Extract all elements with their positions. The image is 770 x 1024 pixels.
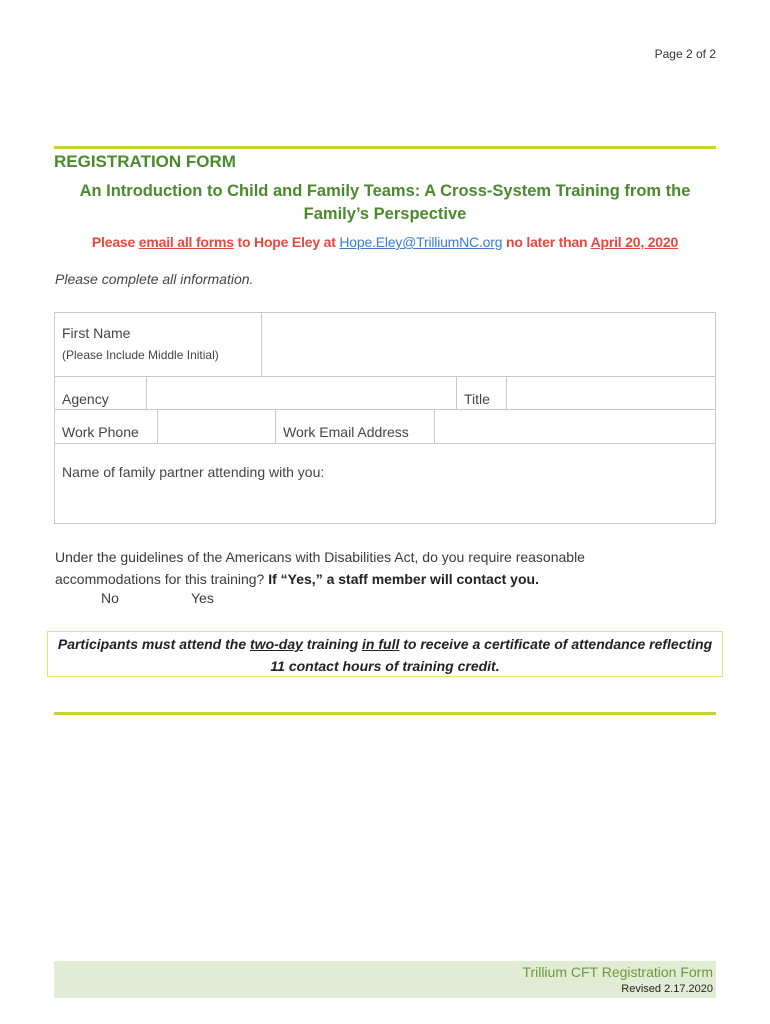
work-email-label-cell (276, 410, 435, 444)
complete-all-note: Please complete all information. (55, 271, 254, 287)
agency-field[interactable] (147, 377, 457, 410)
attendance-callout (47, 631, 723, 677)
agency-label: Agency (62, 391, 109, 407)
work-phone-field[interactable] (158, 410, 276, 444)
course-title-line2: Family’s Perspective (303, 205, 467, 223)
to-hope-text: to Hope Eley at (233, 234, 340, 250)
top-divider (54, 146, 716, 149)
callout-part1: Participants must attend the (57, 636, 251, 652)
title-field[interactable] (507, 377, 715, 410)
work-email-label: Work Email Address (283, 424, 409, 440)
footer-band (54, 961, 716, 998)
work-phone-label-cell (55, 410, 158, 444)
family-partner-label: Name of family partner attending with you: (62, 464, 325, 480)
please-text: Please (91, 234, 139, 250)
ada-option-no[interactable]: No (101, 590, 119, 606)
first-name-label-cell (55, 313, 262, 377)
bottom-divider (54, 712, 716, 715)
callout-line2: 11 contact hours of training credit. (270, 658, 500, 674)
work-phone-label: Work Phone (62, 424, 139, 440)
email-all-forms-text: email all forms (138, 234, 234, 250)
title-label: Title (464, 391, 490, 407)
ada-option-yes[interactable]: Yes (191, 590, 214, 606)
submission-instructions (54, 234, 716, 250)
course-title (54, 180, 716, 226)
first-name-field[interactable] (262, 313, 715, 377)
callout-line1 (48, 633, 722, 655)
course-title-line1: An Introduction to Child and Family Teams: A Cross-System Training from the (79, 182, 691, 200)
work-email-field[interactable] (435, 410, 715, 444)
footer-revised: Revised 2.17.2020 (621, 983, 713, 995)
callout-in-full: in full (362, 636, 400, 652)
callout-part3: to receive a certificate of attendance reflecting (399, 636, 713, 652)
ada-question-line2 (55, 568, 675, 590)
first-name-hint: (Please Include Middle Initial) (62, 348, 219, 362)
first-name-label: First Name (62, 325, 131, 341)
registration-table (54, 312, 716, 524)
agency-label-cell (55, 377, 147, 410)
ada-contact-note: If “Yes,” a staff member will contact you. (268, 571, 539, 587)
title-label-cell (457, 377, 507, 410)
page-number: Page 2 of 2 (654, 47, 716, 61)
family-partner-field[interactable] (55, 444, 715, 523)
callout-part2: training (302, 636, 363, 652)
ada-question-line2-text: accommodations for this training? (55, 571, 269, 587)
email-link[interactable]: Hope.Eley@TrilliumNC.org (339, 234, 503, 250)
ada-question (55, 546, 675, 590)
callout-two-day: two-day (250, 636, 303, 652)
ada-question-line1: Under the guidelines of the Americans with Disabilities Act, do you require reasonable (55, 549, 585, 565)
deadline-date: April 20, 2020 (590, 234, 679, 250)
no-later-text: no later than (502, 234, 591, 250)
registration-form-heading: REGISTRATION FORM (54, 152, 236, 171)
footer-title: Trillium CFT Registration Form (522, 964, 713, 980)
